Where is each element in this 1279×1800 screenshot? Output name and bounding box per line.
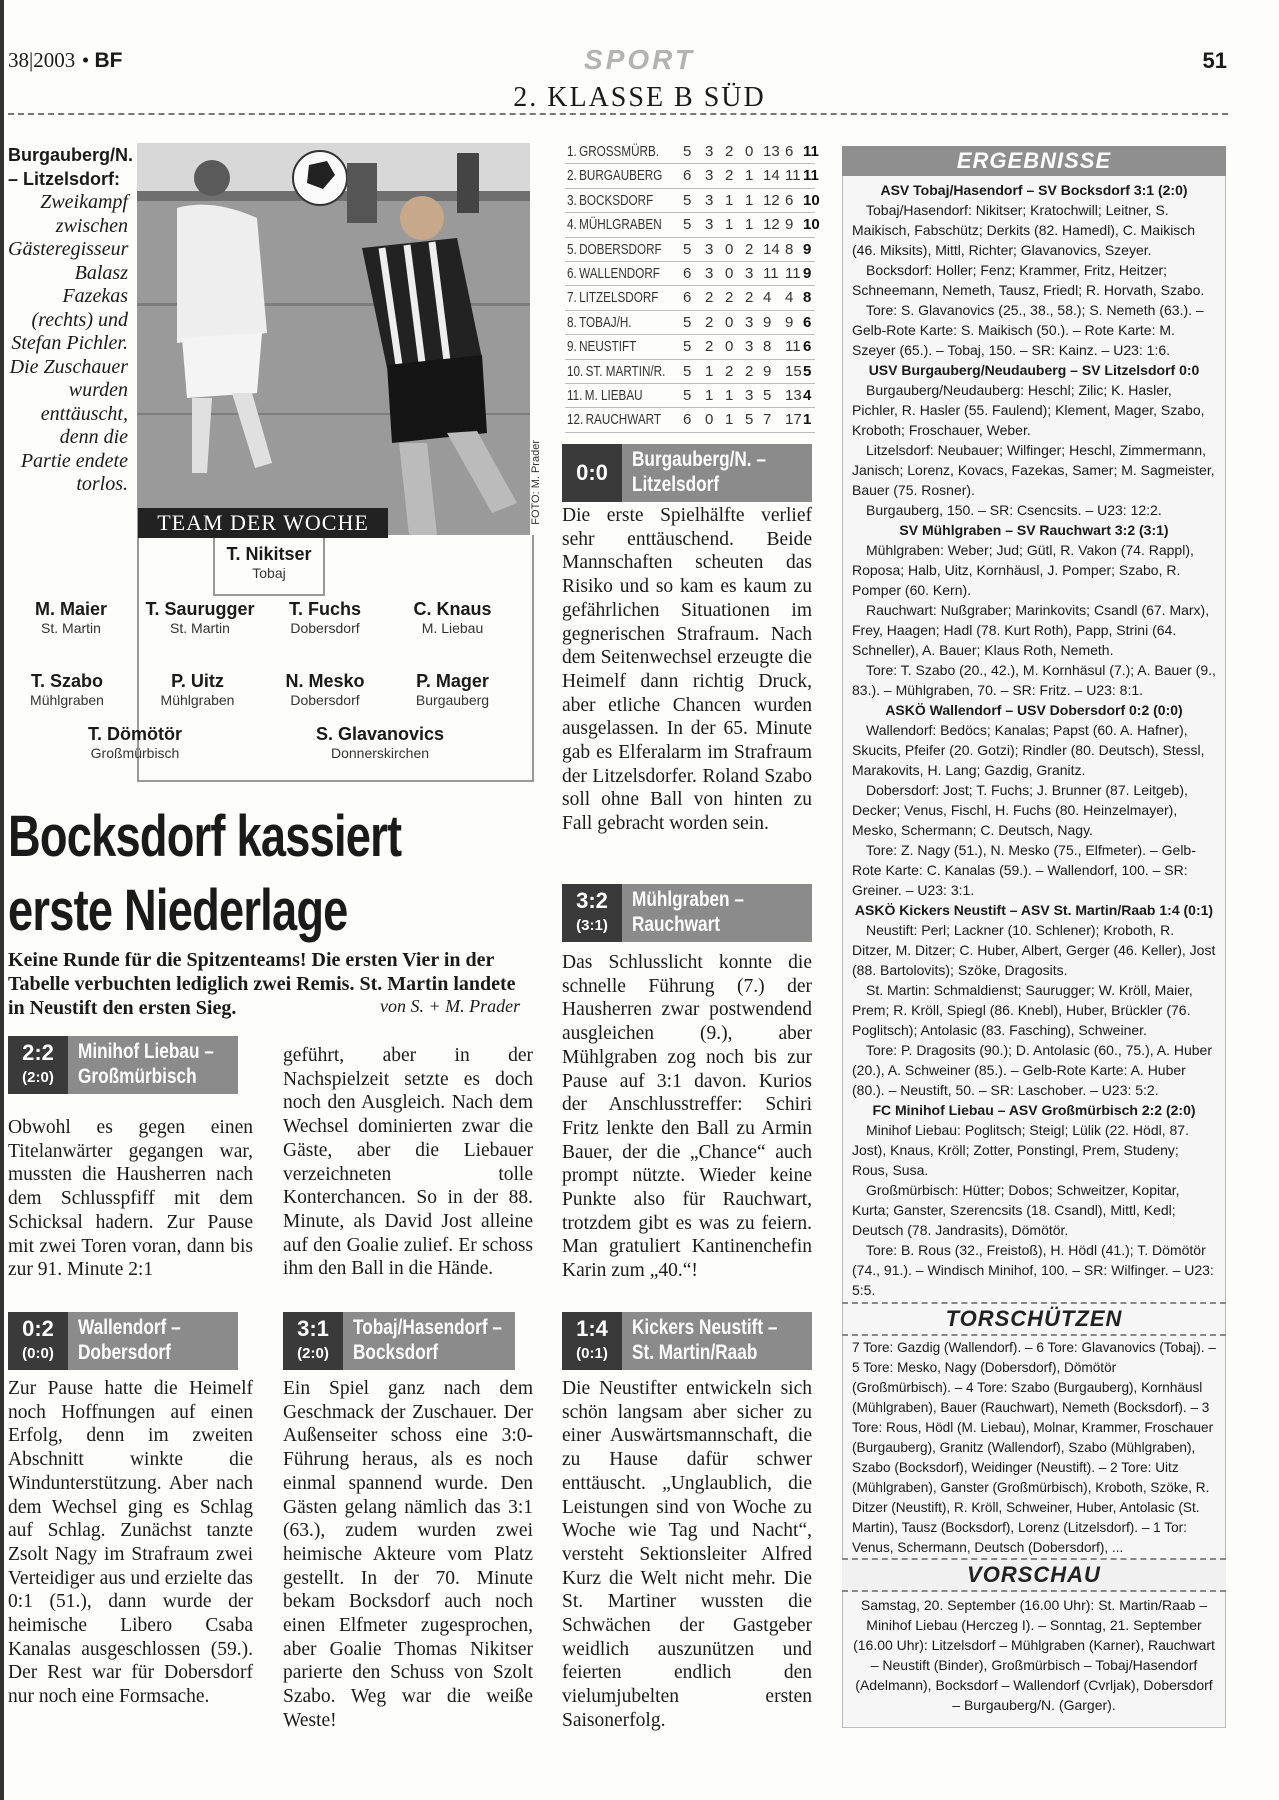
result-lineup: Tore: T. Szabo (20., 42.), M. Kornhäsul (7.); A. Bauer (9., 83.). – Mühlgraben, 70. – SR: Fritz. – U23: 8:1. [852,662,1216,698]
score-result: 0:2 [22,1316,54,1341]
match-report-text: Das Schlusslicht konnte die schnelle Führung (7.) der Hausherren zwar postwendend ausgleichen (9.), aber Mühlgraben zog noch bis zur Pause auf 3:1 davon. Kurios der Anschlusstreffer: Schiri Fritz lenkte den Ball zu Armin Bauer, der die „Chance“ auch prompt nützte. Wieder keine Punkte also für Rauchwart, trotzdem gibt es was zu feiern. Man gratuliert Kantinenchefin Karin zum „40.“! [562,952,812,1282]
standings-cell-w: 3 [705,143,714,160]
standings-cell-gf: 7 [763,411,772,429]
result-match-title: ASKÖ Kickers Neustift – ASV St. Martin/Raab 1:4 (0:1) [854,902,1214,918]
standings-cell-pts: 5 [803,362,812,380]
score-result: 0:0 [576,460,608,485]
scorers-text: 7 Tore: Gazdig (Wallendorf). – 6 Tore: Glavanovics (Tobaj). – 5 Tore: Mesko, Nagy (Dobersdorf), Dömötör (Großmürbisch). – 4 Tore: Szabo (Burgauberg), Kornhäusl (Mühlgraben), Bauer (Rauchwart), Nemeth (Bocksdorf). – 3 Tore: Rous, Hödl (M. Liebau), Molnar, Krammer, Froschauer (Burgauberg), Granitz (Wallendorf), Szabo (Mühlgraben), Szabo (Bocksdorf), Weidinger (Neustift). – 2 Tore: Uitz (Mühlgraben), Ganster (Großmürbisch), Kroboth, Szöke, R. Ditzer (Neustift), R. Kröll, Schweiner, Huber, Antolasic (St. Martin), Tausz (Bocksdorf), Lorenz (Litzelsdorf). – 1 Tor: Venus, Schermann, Deutsch (Dobersdorf), ... [852,1340,1216,1555]
result-lineup: Litzelsdorf: Neubauer; Wilfinger; Heschl, Zimmermann, Janisch; Lorenz, Kovacs, Fazekas, Samer; M. Sagmeister, Bauer (75. Rosner). [852,442,1215,498]
standings-cell-d: 0 [725,338,734,356]
result-lineup: Burgauberg, 150. – SR: Csencsits. – U23: 12:2. [866,502,1162,518]
section-title: SPORT [584,44,695,75]
standings-cell-d: 0 [725,313,734,331]
headline-line-2: erste Niederlage [8,878,348,943]
standings-row [565,213,820,237]
scan-edge [0,0,4,1800]
standings-cell-gf: 12 [763,216,780,234]
preview-text: Samstag, 20. September (16.00 Uhr): St. Martin/Raab – Minihof Liebau (Herczeg I). – Sonntag, 21. September (16.00 Uhr): Litzelsdorf – Mühlgraben (Karner), Rauchwart – Neustift (Binder), Großmürbisch – Tobaj/Hasendorf (Adelmann), Bocksdorf – Wallendorf (Cvrljak), Dobersdorf – Burgauberg/N. (Garger). [853,1597,1215,1713]
standings-row [565,335,815,359]
result-lineup: St. Martin: Schmaldienst; Saurugger; W. Kröll, Maier, Prem; R. Kröll, Spiegl (86. Knebl), Huber, Brückler (76. Poglitsch); Antolasic (83. Fasching), Schweiner. [852,982,1193,1038]
standings-team-name: BURGAUBERG [579,167,663,185]
standings-cell-l: 1 [745,216,754,234]
score-halftime: (2:0) [297,1345,329,1362]
score-halftime: (2:0) [22,1069,54,1086]
article-byline: von S. + M. Prader [380,996,521,1016]
page-number: 51 [1202,48,1227,73]
standings-cell-l: 3 [745,386,754,404]
standings-cell-w: 2 [705,338,714,356]
score-teams: Großmürbisch [78,1065,197,1088]
standings-position: 2. [567,167,577,185]
score-teams: Litzelsdorf [632,473,720,496]
standings-cell-ga: 9 [785,313,794,331]
standings-cell-ga: 13 [785,386,802,404]
standings-cell-w: 3 [705,240,714,258]
standings-team-name: NEUSTIFT [579,338,637,356]
article-lead: Keine Runde für die Spitzenteams! Die ersten Vier in der Tabelle verbuchten lediglich zwei Remis. St. Martin landete in Neustift den ersten Sieg. [8,949,516,1019]
standings-cell-gf: 5 [763,386,772,404]
standings-position: 5. [567,240,577,258]
standings-row [565,311,815,335]
standings-cell-gf: 14 [763,240,780,258]
standings-cell-g: 6 [683,264,692,282]
standings-cell-g: 5 [683,216,692,234]
article-headline [8,800,523,948]
standings-team [567,140,659,163]
team-of-week-player: T. Fuchs Dobersdorf [288,599,361,636]
match-score-box [562,444,812,502]
standings-team-name: TOBAJ/H. [579,313,632,331]
photo-credit: FOTO: M. Prader [530,440,542,525]
standings-cell-d: 2 [725,167,734,185]
result-lineup: Dobersdorf: Jost; T. Fuchs; J. Brunner (87. Leitgeb), Decker; Venus, Fischl, H. Fuchs (80. Heinzelmayer), Mesko, Schermann; C. Deutsch, Nagy. [852,782,1188,838]
standings-cell-pts: 6 [803,313,812,331]
standings-cell-pts: 11 [803,143,819,160]
team-of-week-player: S. Glavanovics Donnerskirchen [315,724,445,761]
issue-number: 38|2003 [8,48,76,72]
standings-position: 3. [567,191,577,209]
result-match-title: FC Minihof Liebau – ASV Großmürbisch 2:2 (2:0) [872,1102,1196,1118]
standings-cell-l: 1 [745,167,754,185]
standings-cell-ga: 4 [785,289,794,307]
standings-team [567,335,636,358]
standings-position: 10. [567,362,584,380]
standings-cell-gf: 8 [763,338,772,356]
standings-team [567,286,658,309]
match-report-text: Obwohl es gegen einen Titelanwärter gegangen war, mussten die Hausherren nach dem Schlusspfiff mit dem Schicksal hadern. Zur Pause mit zwei Toren voran, dann bis zur 91. Minute 2:1 [8,1117,253,1281]
standings-cell-g: 5 [683,240,692,258]
standings-row [565,164,819,188]
standings-cell-ga: 6 [785,191,794,209]
result-match-title: SV Mühlgraben – SV Rauchwart 3:2 (3:1) [899,522,1169,538]
standings-cell-g: 5 [683,338,692,356]
score-result: 3:2 [576,888,608,913]
score-teams: Burgauberg/N. – [632,448,766,471]
team-of-week-player: T. Dömötör Großmürbisch [88,724,182,761]
standings-cell-pts: 6 [803,338,812,356]
standings-cell-l: 2 [745,362,754,380]
match-report-text: Die Neustifter entwickeln sich schön langsam aber sicher zu einer Auswärtsmannschaft, die zu Hause dafür schwer enttäuscht. „Unglaublich, die Leistungen sind von Woche zu Woche wie Tag und Nacht“, versteht Sektionsleiter Alfred Kurz die Welt nicht mehr. Die St. Martiner wussten die Schwächen der Gastgeber weidlich auszunützen und feierten endlich den vielumjubelten ersten Saisonerfolg. [562,1378,812,1731]
standings-cell-l: 5 [745,411,754,429]
result-lineup: Tore: S. Glavanovics (25., 38., 58.); S. Nemeth (63.). – Gelb-Rote Karte: S. Maikisch (50.). – Rote Karte: M. Szeyer (65.). – Tobaj, 150. – SR: Kainz. – U23: 1:6. [852,302,1204,358]
headline-line-1: Bocksdorf kassiert [8,804,402,869]
standings-row [565,360,815,384]
result-match-title: USV Burgauberg/Neudauberg – SV Litzelsdorf 0:0 [868,362,1200,378]
standings-cell-w: 1 [705,362,714,380]
result-lineup: Wallendorf: Bedöcs; Kanalas; Papst (60. A. Hafner), Skucits, Pfeifer (20. Gotzi); Rindler (80. Deutsch), Stessl, Marakovits, H. Lang; Gazdig, Granitz. [852,722,1205,778]
standings-team [567,238,662,261]
standings-cell-ga: 15 [785,362,802,380]
team-of-week-player: P. Mager Burgauberg [415,671,490,708]
standings-cell-l: 2 [745,289,754,307]
match-report-text: Ein Spiel ganz nach dem Geschmack der Zuschauer. Der Außenseiter schoss eine 3:0-Führung heraus, als es noch einmal spannend wurde. Den Gästen gelang nämlich das 3:1 (63.), zudem wurden zwei heimische Akteure vom Platz gestellt. In der 70. Minute bekam Bocksdorf auch noch einen Elfmeter zugesprochen, aber Goalie Thomas Nikitser parierte den Schuss von Szolt Szabo. Weg war die weiße Weste! [283,1378,533,1731]
standings-cell-d: 0 [725,264,734,282]
standings-row [565,189,820,213]
standings-team [567,164,662,187]
standings-team-name: LITZELSDORF [579,289,659,307]
standings-team-name: GROSSMÜRB. [579,143,660,160]
result-lineup: Neustift: Perl; Lackner (10. Schlener); Kroboth, R. Ditzer, M. Ditzer; C. Huber, Albert, Gerger (46. Keller), Jost (88. Bartolovits); Szöke, Dragosits. [852,922,1216,978]
standings-position: 7. [567,289,577,307]
paper-name: BF [94,49,123,72]
standings-row [565,384,815,408]
standings-row [565,140,819,164]
standings-cell-gf: 4 [763,289,772,307]
standings-cell-ga: 9 [785,216,794,234]
standings-cell-d: 1 [725,216,734,234]
standings-cell-g: 6 [683,289,692,307]
score-teams: Minihof Liebau – [78,1040,214,1063]
result-lineup: Mühlgraben: Weber; Jud; Gütl, R. Vakon (74. Rappl), Roposa; Halb, Uitz, Kornhäusl, J. Pomper; Szabo, R. Pomper (60. Kern). [852,542,1194,598]
standings-team-name: MÜHLGRABEN [579,216,662,234]
score-teams: Kickers Neustift – [632,1316,778,1339]
standings-team [567,189,653,212]
scorers-title: TORSCHÜTZEN [842,1302,1226,1336]
match-report-text: geführt, aber in der Nachspielzeit setzte es doch noch den Ausgleich. Nach dem Wechsel dominierten zwar die Gäste, aber die Liebauer verzeichneten tolle Konterchancen. So in der 88. Minute, als David Jost alleine auf den Goalie zulief. Er schoss ihm den Ball in die Hände. [283,1045,533,1280]
photo-caption-text: Zweikampf zwischen Gästeregisseur Balasz Fazekas (rechts) und Stefan Pichler. Die Zuschauer wurden enttäuscht, denn die Partie endete torlos. [8,191,129,495]
score-teams: Bocksdorf [353,1341,439,1364]
result-lineup: Bocksdorf: Holler; Fenz; Krammer, Fritz, Heitzer; Schneemann, Nemeth, Tausz, Friedl; R. Horvath, Szabo. [852,262,1205,298]
team-of-week-player: T. Nikitser Tobaj [226,544,312,581]
result-lineup: Tore: B. Rous (32., Freistoß), H. Hödl (41.); T. Dömötör (74., 91.). – Windisch Minihof, 100. – SR: Wilfinger. – U23: 5:5. [852,1242,1214,1298]
score-halftime: (0:0) [22,1345,54,1362]
standings-cell-l: 3 [745,338,754,356]
team-of-week-player: T. Saurugger St. Martin [145,599,255,636]
result-lineup: Großmürbisch: Hütter; Dobos; Schweitzer, Kopitar, Kurta; Ganster, Szerencsits (18. Csandl), Mittl, Kedl; Deutsch (78. Jandrasits), Dömötör. [852,1182,1180,1238]
standings-cell-gf: 12 [763,191,780,209]
standings-cell-pts: 9 [803,240,812,258]
standings-cell-d: 2 [725,362,734,380]
team-of-week-player: N. Mesko Dobersdorf [285,671,365,708]
standings-row [565,286,815,310]
score-teams: Wallendorf – [78,1316,181,1339]
standings-cell-l: 1 [745,191,754,209]
standings-cell-gf: 11 [763,264,779,282]
standings-cell-w: 3 [705,216,714,234]
standings-team [567,213,662,236]
match-score-box [562,884,812,942]
standings-cell-pts: 10 [803,216,820,234]
standings-cell-g: 5 [683,143,692,160]
score-result: 1:4 [576,1316,608,1341]
result-lineup: Tore: Z. Nagy (51.), N. Mesko (75., Elfmeter). – Gelb-Rote Karte: C. Kanalas (59.). – Wallendorf, 100. – SR: Greiner. – U23: 3:1. [852,842,1196,898]
score-teams: St. Martin/Raab [632,1341,758,1364]
standings-cell-ga: 11 [785,167,801,185]
team-of-week-title: TEAM DER WOCHE [138,508,388,538]
standings-cell-d: 2 [725,289,734,307]
match-score-box [8,1036,238,1094]
result-lineup: Minihof Liebau: Poglitsch; Steigl; Lülik (22. Hödl, 87. Jost), Knaus, Kröll; Zotter, Ponstingl, Prem, Studeny; Rous, Susa. [852,1122,1189,1178]
team-of-week-player: P. Uitz Mühlgraben [160,671,235,708]
standings-cell-w: 2 [705,289,714,307]
standings-cell-d: 1 [725,386,734,404]
standings-cell-gf: 14 [763,167,780,185]
standings-cell-g: 5 [683,313,692,331]
standings-team [567,408,661,431]
result-lineup: Rauchwart: Nußgraber; Marinkovits; Csandl (67. Marx), Frey, Haagen; Hadl (78. Kurt Roth), Papp, Strini (64. Schneller), A. Bauer; Klaus Roth, Nemeth. [852,602,1210,658]
standings-cell-g: 5 [683,362,692,380]
standings-cell-l: 0 [745,143,754,160]
header-divider [8,113,1228,115]
standings-cell-l: 2 [745,240,754,258]
match-report-text: Die erste Spielhälfte verlief sehr enttäuschend. Beide Mannschaften scheuten das Risiko und so kam es kaum zu gefährlichen Situationen im gegnerischen Strafraum. Nach dem Seitenwechsel erzeugte die Heimelf dann richtig Druck, aber etliche Chancen wurden ausgelassen. In der 65. Minute gab es Elferalarm im Strafraum der Litzelsdorfer. Roland Szabo soll ohne Ball von hinten zu Fall gebracht worden sein. [562,505,812,835]
preview-title: VORSCHAU [842,1558,1226,1592]
standings-cell-g: 6 [683,167,692,185]
standings-team-name: DOBERSDORF [579,240,662,258]
standings-cell-pts: 10 [803,191,820,209]
standings-cell-pts: 1 [803,411,812,429]
standings-cell-ga: 11 [785,338,801,356]
standings-cell-ga: 17 [785,411,802,429]
standings-position: 6. [567,264,577,282]
standings-cell-gf: 13 [763,143,780,160]
results-title: ERGEBNISSE [842,146,1226,176]
standings-position: 11. [567,386,583,404]
standings-cell-d: 0 [725,240,734,258]
match-score-box [8,1312,238,1370]
score-result: 3:1 [297,1316,329,1341]
photo-caption [8,143,134,497]
standings-position: 1. [567,143,577,160]
standings-position: 12. [567,411,584,429]
score-result: 2:2 [22,1040,54,1065]
standings-cell-gf: 9 [763,313,772,331]
standings-cell-g: 5 [683,386,692,404]
score-halftime: (0:1) [576,1345,608,1362]
standings-cell-pts: 9 [803,264,812,282]
standings-cell-ga: 8 [785,240,794,258]
result-lineup: Burgauberg/Neudauberg: Heschl; Zilic; K. Hasler, Pichler, R. Hasler (55. Faulend); Klement, Mager, Szabo, Kroboth; Froschauer, Weber. [852,382,1205,438]
standings-team [567,311,632,334]
standings-cell-l: 3 [745,313,754,331]
match-score-box [562,1312,812,1370]
standings-cell-w: 3 [705,264,714,282]
standings-team-name: M. LIEBAU [584,386,643,404]
standings-position: 8. [567,313,577,331]
match-score-box [283,1312,515,1370]
standings-cell-ga: 11 [785,264,801,282]
standings-row [565,238,815,262]
standings-cell-d: 1 [725,411,734,429]
standings-team [567,360,665,383]
standings-cell-g: 6 [683,411,692,429]
score-teams: Mühlgraben – [632,888,744,911]
standings-team [567,262,660,285]
standings-cell-g: 5 [683,191,692,209]
standings-position: 4. [567,216,577,234]
team-of-week-player: T. Szabo Mühlgraben [30,671,104,708]
standings-cell-d: 1 [725,191,734,209]
league-title: 2. KLASSE B SÜD [513,82,766,113]
standings-cell-ga: 6 [785,143,794,160]
standings-cell-w: 3 [705,191,714,209]
score-teams: Rauchwart [632,913,721,936]
result-lineup: Tobaj/Hasendorf: Nikitser; Kratochwill; Leitner, S. Maikisch, Fabschütz; Derkits (82. Hamedl), C. Maikisch (46. Miksits), Mittl, Richter; Glavanovics, Szeyer. [852,202,1196,258]
standings-cell-l: 3 [745,264,754,282]
score-halftime: (3:1) [576,917,608,934]
standings-row [565,262,815,286]
team-of-week-player: M. Maier St. Martin [34,599,108,636]
score-teams: Tobaj/Hasendorf – [353,1316,502,1339]
issue-info: 38|2003 • BF [8,48,123,72]
match-photo-illustration [137,143,530,535]
standings-cell-d: 2 [725,143,734,160]
standings-cell-w: 0 [705,411,714,429]
team-of-week-player: C. Knaus M. Liebau [413,599,492,636]
result-lineup: Tore: P. Dragosits (90.); D. Antolasic (60., 75.), A. Huber (20.), A. Schweiner (85.). – Gelb-Rote Karte: A. Huber (80.). – Neustift, 50. – SR: Laschober. – U23: 5:2. [852,1042,1213,1098]
match-photo [137,143,530,535]
standings-row [565,408,815,432]
standings-team-name: RAUCHWART [585,411,662,429]
results-list [852,180,1216,1300]
result-match-title: ASV Tobaj/Hasendorf – SV Bocksdorf 3:1 (2:0) [880,182,1188,198]
result-match-title: ASKÖ Wallendorf – USV Dobersdorf 0:2 (0:0) [885,702,1183,718]
standings-cell-gf: 9 [763,362,772,380]
standings-team-name: WALLENDORF [579,264,660,282]
standings-team-name: BOCKSDORF [579,191,654,209]
standings-cell-w: 3 [705,167,714,185]
standings-table [565,140,820,433]
standings-team [567,384,643,407]
standings-cell-w: 1 [705,386,714,404]
standings-cell-pts: 4 [803,386,812,404]
photo-caption-head: Burgauberg/N. – Litzelsdorf: [8,145,134,189]
standings-cell-w: 2 [705,313,714,331]
standings-cell-pts: 11 [803,167,819,185]
score-teams: Dobersdorf [78,1341,171,1364]
standings-position: 9. [567,338,577,356]
standings-team-name: ST. MARTIN/R. [585,362,666,380]
standings-cell-pts: 8 [803,289,812,307]
match-report-text: Zur Pause hatte die Heimelf noch Hoffnungen auf einen Erfolg, denn im zweiten Abschnitt winkte die Windunterstützung. Aber nach dem Wechsel ging es Schlag auf Schlag. Zunächst tanzte Zsolt Nagy im Strafraum zwei Verteidiger aus und erzielte das 0:1 (51.), dann wurde der heimische Libero Csaba Kanalas ausgeschlossen (59.). Der Rest war für Dobersdorf nur noch eine Formsache. [8,1378,253,1708]
